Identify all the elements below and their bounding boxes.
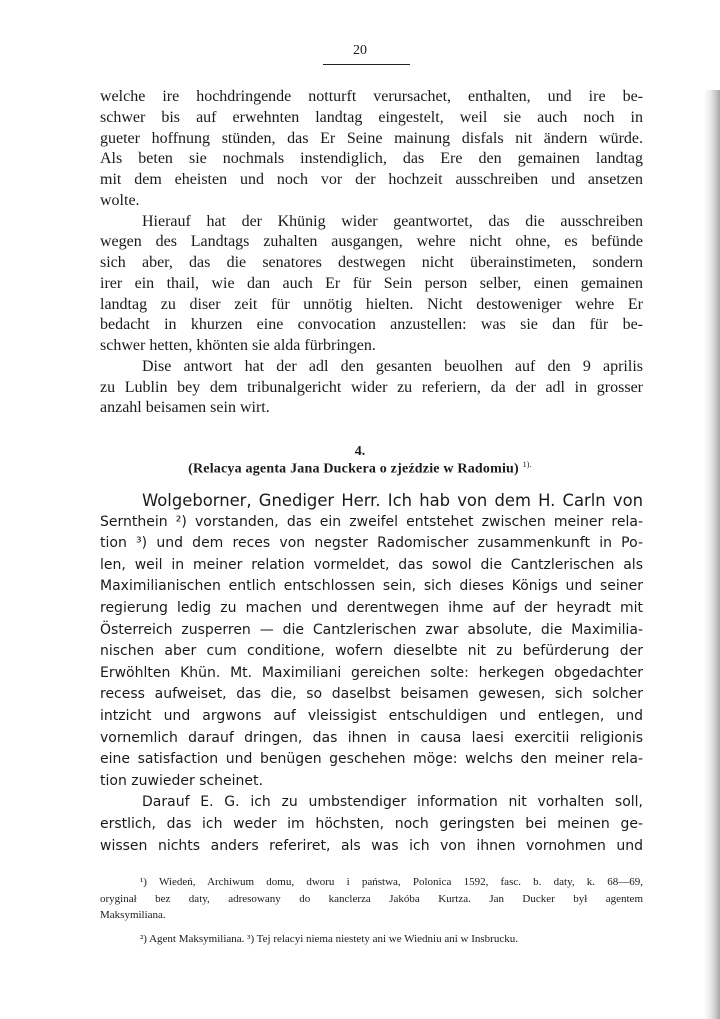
text-line: schwer hetten, khönten sie alda fürbringen. <box>100 337 376 354</box>
text-line: Darauf E. G. ich zu umbstendiger information nit vorhalten soll, <box>142 794 643 811</box>
text-block-lower <box>100 490 643 857</box>
text-line: tion zuwieder scheinet. <box>100 772 263 789</box>
text-line: Als beten sie nochmals instendiglich, das Ere den gemainen landtag <box>100 150 643 168</box>
text-block-upper <box>100 87 643 419</box>
text-line: zu Lublin bey dem tribunalgericht wider zu referiern, da der adl in grosser <box>100 378 643 396</box>
footnote-1 <box>100 874 643 924</box>
footnote-line: ¹) Wiedeń, Archiwum domu, dworu i państwa, Polonica 1592, fasc. b. daty, k. 68—69, <box>140 876 643 888</box>
text-line: landtag zu diser zeit für unnötig hielten. Nicht destoweniger wehre Er <box>100 295 643 313</box>
footnote-line: ²) Agent Maksymiliana. ³) Tej relacyi niema niestety ani we Wiedniu ani w Insbrucku. <box>140 933 518 945</box>
text-line: erstlich, das ich weder im höchsten, noch geringsten bei meinen ge- <box>100 815 643 832</box>
text-line: Sernthein ²) vorstanden, das ein zweifel entstehet zwischen meiner rela- <box>100 513 643 530</box>
text-line: irer ein thail, wie dan auch Er für Sein person selber, einen gemainen <box>100 274 643 292</box>
text-line: vornemlich darauf dringen, das ihnen in causa laesi exercitii religionis <box>100 729 643 746</box>
text-line: Hierauf hat der Khünig wider geantwortet, das die ausschreiben <box>142 212 643 230</box>
footnote-2 <box>100 931 643 948</box>
page-number-rule <box>323 64 410 65</box>
text-line: gueter hoffnung stünden, das Er Seine mainung disfals nit ändern würde. <box>100 129 643 147</box>
page-number: 20 <box>353 43 367 58</box>
text-line: nischen aber cum conditione, wofern dieselbte nit zu befürderung der <box>100 643 643 660</box>
text-line: len, weil in meiner relation vormeldet, das sowol die Cantzlerischen als <box>100 556 643 573</box>
text-line: wissen nichts anders referiret, als was ich von ihnen vornohmen und <box>100 837 643 854</box>
text-line: wolte. <box>100 191 140 209</box>
text-line: sich aber, das die senatores destwegen nicht überainstimeten, sondern <box>100 254 643 271</box>
text-line: bedacht in khurzen eine convocation anzustellen: was sie dan für be- <box>100 316 643 334</box>
text-line: schwer bis auf erwehnten landtag eingestelt, weil sie auch noch in <box>100 108 643 126</box>
text-line: Erwöhlten Khün. Mt. Maximiliani gereichen solte: herkegen obgedachter <box>100 664 643 681</box>
section-title-footnote-ref: 1). <box>522 460 532 469</box>
text-line: anzahl beisamen sein wirt. <box>100 399 270 417</box>
text-line: welche ire hochdringende notturft verursachet, enthalten, und ire be- <box>100 88 643 105</box>
text-line: Wolgeborner, Gnediger Herr. Ich hab von dem H. Carln von <box>142 491 643 510</box>
section-title <box>0 460 720 478</box>
section-number: 4. <box>354 444 366 459</box>
text-line: tion ³) und dem reces von negster Radomischer zusammenkunft in Po- <box>100 535 643 552</box>
text-line: mit dem eheisten und noch vor der hochzeit ausschreiben und ansetzen <box>100 171 643 188</box>
page-edge-shadow <box>704 90 720 1019</box>
text-line: recess aufweiset, das die, so daselbst beisamen gewesen, sich solcher <box>100 686 643 703</box>
footnote-line: Maksymiliana. <box>100 909 166 921</box>
text-line: Dise antwort hat der adl den gesanten beuolhen auf den 9 aprilis <box>142 357 643 375</box>
section-title-text: (Relacya agenta Jana Duckera o zjeździe w Radomiu) <box>188 461 519 477</box>
text-line: regierung ledig zu machen und derentwegen ihme auf der heyradt mit <box>100 599 643 616</box>
text-line: Maximilianischen entlich entschlossen sein, sich dieses Königs und seiner <box>100 578 643 595</box>
footnote-line: oryginał bez daty, adresowany do kanclerza Jakóba Kurtza. Jan Ducker był agentem <box>100 892 643 905</box>
text-line: eine satisfaction und benügen geschehen möge: welchs den meiner rela- <box>100 751 643 768</box>
text-line: Österreich zusperren — die Cantzlerischen zwar absolute, die Maximilia- <box>100 621 643 638</box>
text-line: wegen des Landtags zuhalten ausgangen, wehre nicht ohne, es befünde <box>100 233 643 251</box>
text-line: intzicht und argwons auf vleissigist entschuldigen und entlegen, und <box>100 707 643 724</box>
